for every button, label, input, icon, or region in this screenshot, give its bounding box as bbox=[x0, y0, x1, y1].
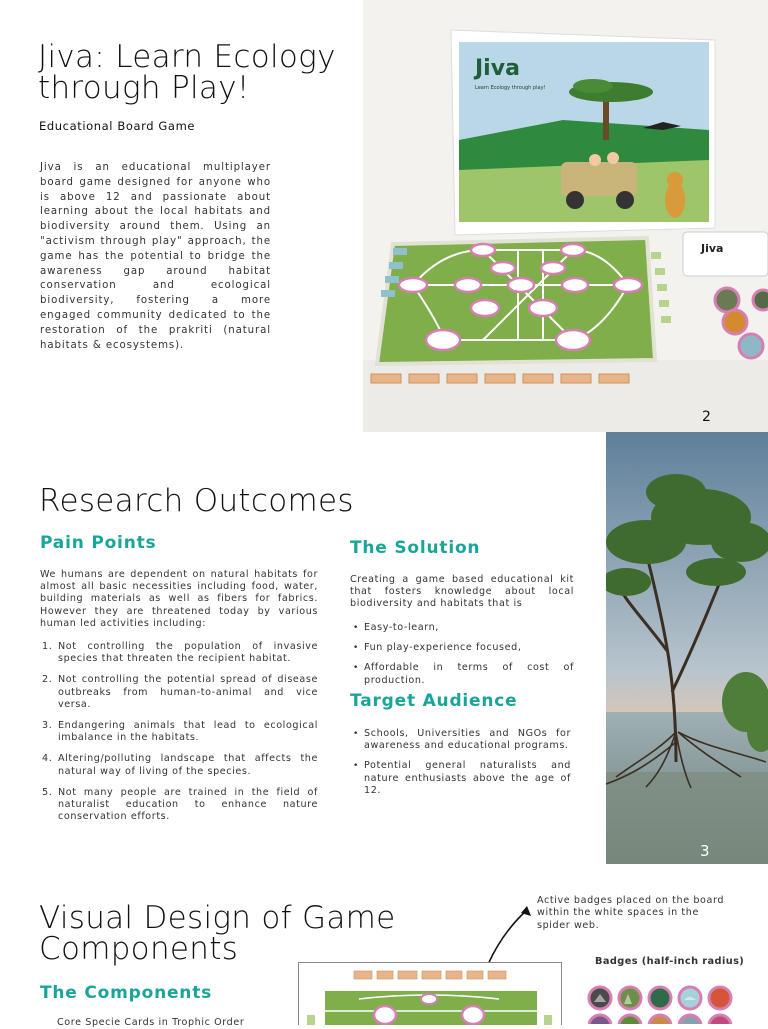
page-number: 3 bbox=[700, 842, 710, 860]
solution-list bbox=[350, 622, 574, 695]
box-tagline: Learn Ecology through play! bbox=[475, 85, 546, 91]
list-item: • Potential general naturalists and nature enthusiasts above the age of 12. bbox=[350, 760, 571, 797]
target-audience-heading: Target Audience bbox=[350, 691, 518, 711]
badges-label: Badges (half-inch radius) bbox=[595, 956, 745, 967]
card-deck-label: Jiva bbox=[701, 242, 724, 255]
list-item: 5. Not many people are trained in the field of naturalist education to enhance nature conservation efforts. bbox=[56, 787, 318, 824]
list-item: • Affordable in terms of cost of production. bbox=[350, 662, 574, 686]
annotation-text: Active badges placed on the board within the white spaces in the spider web. bbox=[537, 895, 725, 931]
components-heading: The Components bbox=[40, 983, 213, 1003]
pain-points-list bbox=[40, 641, 318, 832]
page-number: 2 bbox=[702, 409, 711, 425]
list-item: • Easy-to-learn, bbox=[350, 622, 574, 634]
section-title: Visual Design of Game Components bbox=[39, 900, 396, 967]
subtitle: Educational Board Game bbox=[39, 119, 196, 133]
page-title: Jiva: Learn Ecology through Play! bbox=[38, 39, 336, 106]
list-item: 4. Altering/polluting landscape that affects the natural way of living of the species. bbox=[56, 753, 318, 777]
pain-points-intro: We humans are dependent on natural habitats for almost all basic necessities including food, water, building materials as well as fibers for fabrics. However they are threatened today by various human led activities including: bbox=[40, 569, 318, 629]
mangrove-illustration bbox=[606, 432, 768, 864]
list-item: 1. Not controlling the population of invasive species that threaten the recipient habitat. bbox=[56, 641, 318, 665]
box-logo: Jiva bbox=[475, 56, 520, 81]
list-item: • Fun play-experience focused, bbox=[350, 642, 574, 654]
list-item: • Schools, Universities and NGOs for awareness and educational programs. bbox=[350, 728, 571, 752]
list-item: 3. Endangering animals that lead to ecological imbalance in the habitats. bbox=[56, 720, 318, 744]
solution-intro: Creating a game based educational kit that fosters knowledge about local biodiversity and habitats that is bbox=[350, 574, 574, 610]
board-thumbnail bbox=[298, 962, 562, 1025]
intro-paragraph: Jiva is an educational multiplayer board game designed for anyone who is above 12 and passionate about learning about the local habitats and biodiversity around them. Using an "activism through play" approach, the game has the potential to bridge the awareness gap around habitat conservation and ecological biodiversity, fostering a more engaged community dedicated to the restoration of the prakriti (natural habitats & ecosystems). bbox=[40, 162, 271, 351]
list-item: 2. Not controlling the potential spread of disease outbreaks from human-to-animal and vice versa. bbox=[56, 674, 318, 711]
solution-heading: The Solution bbox=[350, 538, 481, 558]
list-item: Core Specie Cards in Trophic Order bbox=[57, 1017, 245, 1028]
section-title: Research Outcomes bbox=[39, 483, 354, 519]
pain-points-heading: Pain Points bbox=[40, 533, 157, 553]
badges-row bbox=[586, 984, 768, 1024]
audience-list bbox=[350, 728, 571, 805]
board-game-photo bbox=[363, 0, 768, 432]
mangrove-photo bbox=[606, 432, 768, 864]
board-thumbnail-illustration bbox=[299, 963, 561, 1025]
board-game-illustration bbox=[363, 0, 768, 432]
